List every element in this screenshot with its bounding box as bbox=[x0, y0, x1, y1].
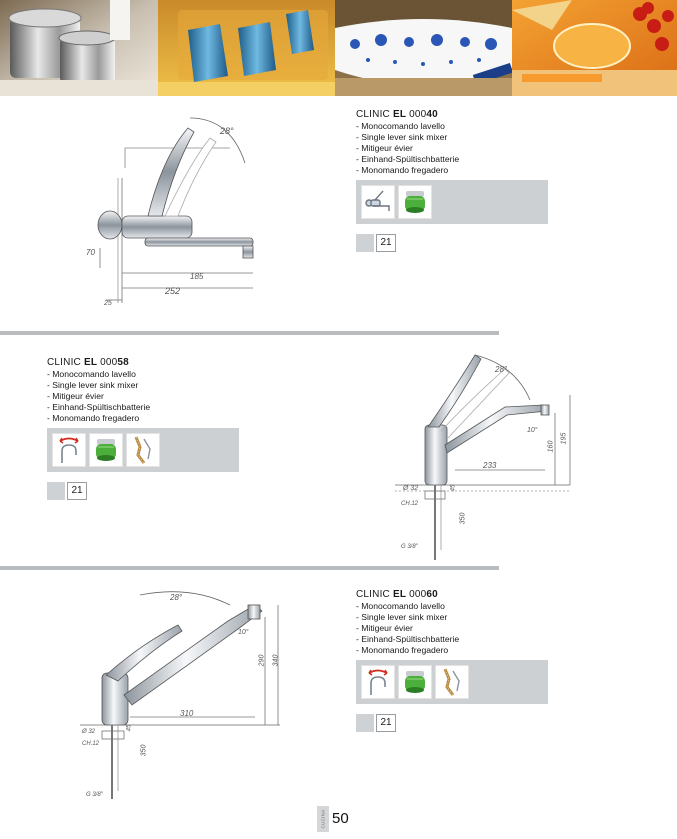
dim-height-inner: 160 bbox=[547, 440, 555, 453]
feature-icon-bar bbox=[356, 180, 548, 224]
dim-height-inner: 290 bbox=[258, 654, 266, 667]
dim-thread: G 3/8" bbox=[401, 544, 418, 550]
dim-diameter: Ø 32 bbox=[403, 485, 419, 492]
description-es: - Monomando fregadero bbox=[47, 413, 239, 424]
description-en: - Single lever sink mixer bbox=[356, 612, 548, 623]
description-it: - Monocomando lavello bbox=[47, 369, 239, 380]
page-ref-marker bbox=[47, 482, 65, 500]
description-de: - Einhand-Spültischbatterie bbox=[47, 402, 239, 413]
dim-length: 252 bbox=[165, 286, 181, 296]
product-info-00040 bbox=[356, 109, 548, 176]
product-info-00060 bbox=[356, 589, 548, 656]
dim-offset: 25 bbox=[104, 300, 112, 307]
page-reference[interactable] bbox=[356, 714, 396, 732]
description-fr: - Mitigeur évier bbox=[47, 391, 239, 402]
dim-reach: 185 bbox=[190, 272, 204, 281]
banner-photo-pots bbox=[0, 0, 158, 96]
dim-wrench: CH.12 bbox=[401, 501, 419, 507]
swivel-spout-icon bbox=[52, 433, 86, 467]
product-title: CLINIC EL 00060 bbox=[356, 589, 438, 600]
aerator-icon bbox=[89, 433, 123, 467]
dim-angle: 28° bbox=[495, 365, 508, 374]
dim-reach: 233 bbox=[483, 461, 497, 470]
flexible-hose-icon bbox=[435, 665, 469, 699]
dim-thread: G 3/8" bbox=[86, 792, 103, 798]
page-reference[interactable] bbox=[47, 482, 87, 500]
aerator-icon bbox=[398, 665, 432, 699]
description-fr: - Mitigeur évier bbox=[356, 623, 548, 634]
description-list bbox=[356, 601, 548, 656]
dim-angle: 28° bbox=[220, 126, 234, 136]
description-list bbox=[47, 369, 239, 424]
dim-height: 70 bbox=[86, 248, 95, 257]
wall-mixer-icon bbox=[361, 185, 395, 219]
banner-strip bbox=[0, 0, 677, 96]
dim-height-outer: 340 bbox=[272, 654, 280, 667]
feature-icon-bar bbox=[356, 660, 548, 704]
section-divider bbox=[0, 331, 499, 335]
description-list bbox=[356, 121, 548, 176]
description-it: - Monocomando lavello bbox=[356, 601, 548, 612]
dim-spout-angle: 10° bbox=[238, 629, 249, 636]
description-en: - Single lever sink mixer bbox=[47, 380, 239, 391]
page-number: 50 bbox=[332, 810, 349, 827]
page-ref-number: 21 bbox=[376, 714, 396, 732]
drawing-clinic-el-00058 bbox=[395, 345, 585, 565]
swivel-spout-icon bbox=[361, 665, 395, 699]
page-footer bbox=[317, 806, 377, 832]
banner-photo-bowl bbox=[335, 0, 512, 96]
drawing-clinic-el-00040 bbox=[70, 108, 280, 313]
banner-photo-vegetables bbox=[512, 0, 677, 96]
dim-base: 45 bbox=[450, 484, 457, 492]
page-ref-marker bbox=[356, 234, 374, 252]
description-de: - Einhand-Spültischbatterie bbox=[356, 634, 548, 645]
description-it: - Monocomando lavello bbox=[356, 121, 548, 132]
banner-photo-moka-pots bbox=[158, 0, 335, 96]
section-tab bbox=[317, 806, 329, 832]
product-title: CLINIC EL 00058 bbox=[47, 357, 129, 368]
dim-spout-angle: 10° bbox=[527, 427, 538, 434]
dim-hose: 350 bbox=[459, 512, 467, 525]
page-ref-number: 21 bbox=[67, 482, 87, 500]
product-info-00058 bbox=[47, 357, 239, 424]
flexible-hose-icon bbox=[126, 433, 160, 467]
dim-diameter: Ø 32 bbox=[82, 729, 96, 735]
section-tab-label: CUCINA bbox=[320, 809, 326, 829]
description-fr: - Mitigeur évier bbox=[356, 143, 548, 154]
dim-hose: 350 bbox=[140, 744, 148, 757]
dim-angle: 28° bbox=[170, 593, 183, 602]
feature-icon-bar bbox=[47, 428, 239, 472]
drawing-clinic-el-00060 bbox=[80, 585, 295, 805]
aerator-icon bbox=[398, 185, 432, 219]
description-es: - Monomando fregadero bbox=[356, 165, 548, 176]
section-divider bbox=[0, 566, 499, 570]
product-title: CLINIC EL 00040 bbox=[356, 109, 438, 120]
page-reference[interactable] bbox=[356, 234, 396, 252]
description-en: - Single lever sink mixer bbox=[356, 132, 548, 143]
description-de: - Einhand-Spültischbatterie bbox=[356, 154, 548, 165]
page-ref-marker bbox=[356, 714, 374, 732]
dim-wrench: CH.12 bbox=[82, 741, 100, 747]
dim-height-outer: 195 bbox=[560, 432, 568, 445]
description-es: - Monomando fregadero bbox=[356, 645, 548, 656]
page-ref-number: 21 bbox=[376, 234, 396, 252]
dim-reach: 310 bbox=[180, 709, 194, 718]
dim-base: 45 bbox=[126, 724, 133, 732]
